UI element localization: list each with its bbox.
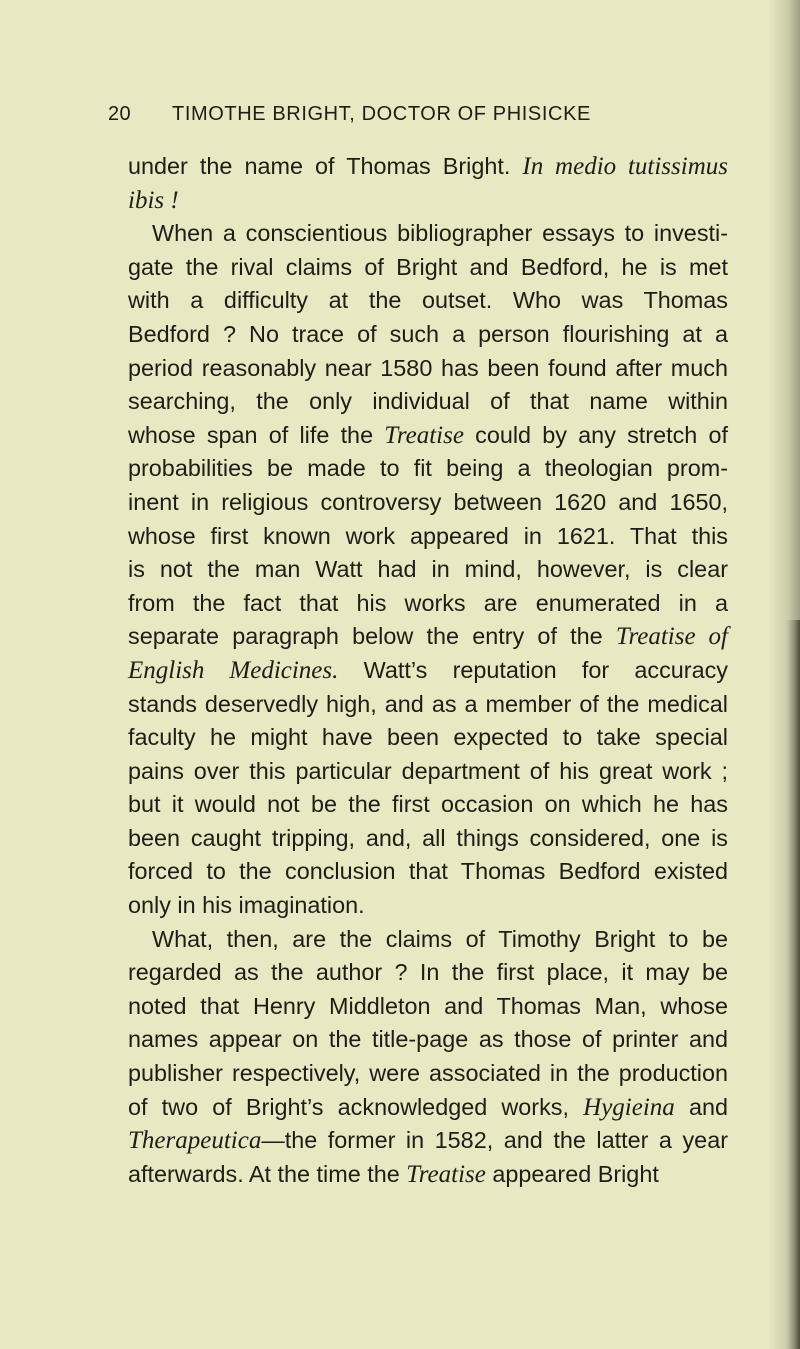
body-text	[128, 150, 728, 1191]
text-line	[128, 1091, 728, 1125]
italic-text: Therapeutica	[128, 1127, 262, 1155]
text-line	[128, 284, 728, 318]
text-run: What, then, are the claims of Timothy Bright to be	[152, 925, 728, 952]
text-run: whose span of life the	[128, 421, 385, 448]
text-run: with a difficulty at the outset. Who was Thomas	[128, 287, 728, 314]
text-run: noted that Henry Middleton and Thomas Man, whose	[128, 992, 728, 1019]
text-line	[128, 587, 728, 621]
text-run: forced to the conclusion that Thomas Bedford existed	[128, 858, 728, 885]
text-line	[128, 855, 728, 889]
text-line	[128, 1158, 728, 1192]
text-run: been caught tripping, and, all things considered, one is	[128, 824, 728, 851]
italic-text: Treatise of	[615, 623, 728, 651]
text-run: appeared Bright	[485, 1160, 659, 1187]
text-run: and	[674, 1093, 728, 1120]
text-run: stands deservedly high, and as a member of the medical	[128, 690, 728, 717]
italic-text: English Medicines.	[128, 656, 339, 684]
page-number: 20	[108, 103, 132, 125]
text-run: pains over this particular department of his great work ;	[128, 757, 728, 784]
text-line	[128, 889, 728, 923]
text-run: under the name of Thomas Bright.	[128, 153, 523, 179]
text-line	[128, 486, 728, 520]
text-line	[128, 688, 728, 722]
text-run: separate paragraph below the entry of the	[128, 623, 616, 650]
text-line	[128, 654, 728, 688]
text-line	[128, 553, 728, 587]
text-run: publisher respectively, were associated in the production	[128, 1060, 728, 1087]
text-run: afterwards. At the time the	[128, 1160, 407, 1187]
text-run: of two of Bright’s acknowledged works,	[128, 1093, 584, 1120]
text-line	[128, 788, 728, 822]
text-line	[128, 822, 728, 856]
text-line	[128, 419, 728, 453]
text-run: period reasonably near 1580 has been found after much	[128, 354, 728, 381]
italic-text: Treatise	[384, 421, 464, 449]
text-run: faculty he might have been expected to take special	[128, 724, 728, 751]
text-line	[128, 452, 728, 486]
running-head	[108, 103, 728, 133]
text-run: When a conscientious bibliographer essays to investi-	[152, 220, 728, 247]
text-run: gate the rival claims of Bright and Bedford, he is met	[128, 253, 728, 280]
text-run: whose first known work appeared in 1621. That this	[128, 522, 728, 549]
text-line	[128, 217, 728, 251]
text-run: only in his imagination.	[128, 892, 365, 919]
text-run: but it would not be the first occasion on which he has	[128, 791, 728, 818]
italic-text: Treatise	[406, 1160, 486, 1188]
text-run: regarded as the author ? In the first place, it may be	[128, 959, 728, 986]
text-line	[128, 990, 728, 1024]
text-line	[128, 755, 728, 789]
text-run: could by any stretch of	[463, 421, 728, 448]
italic-text: In medio tutissimus	[522, 153, 728, 180]
italic-text: Hygieina	[583, 1093, 675, 1121]
page-edge-shadow	[786, 620, 800, 1349]
text-line	[128, 721, 728, 755]
text-run: from the fact that his works are enumerated in a	[128, 589, 728, 616]
text-line	[128, 385, 728, 419]
text-line	[128, 1124, 728, 1158]
text-line	[128, 318, 728, 352]
text-line	[128, 251, 728, 285]
text-run: inent in religious controversy between 1620 and 1650,	[128, 488, 728, 515]
text-line	[128, 1023, 728, 1057]
text-line	[128, 923, 728, 957]
text-line	[128, 150, 728, 184]
text-line	[128, 1057, 728, 1091]
text-run: probabilities be made to fit being a theologian prom-	[128, 455, 728, 482]
text-line	[128, 520, 728, 554]
text-line	[128, 956, 728, 990]
text-line	[128, 184, 728, 218]
text-run: is not the man Watt had in mind, however, is clear	[128, 556, 728, 583]
text-run: names appear on the title-page as those of printer and	[128, 1026, 728, 1053]
text-run: Bedford ? No trace of such a person flourishing at a	[128, 320, 728, 347]
text-line	[128, 352, 728, 386]
running-title: TIMOTHE BRIGHT, DOCTOR OF PHISICKE	[172, 103, 591, 125]
text-run: Watt’s reputation for accuracy	[338, 656, 728, 683]
text-line	[128, 620, 728, 654]
text-run: searching, the only individual of that name within	[128, 388, 728, 415]
text-run: —the former in 1582, and the latter a year	[261, 1127, 728, 1154]
italic-text: ibis !	[128, 186, 179, 214]
